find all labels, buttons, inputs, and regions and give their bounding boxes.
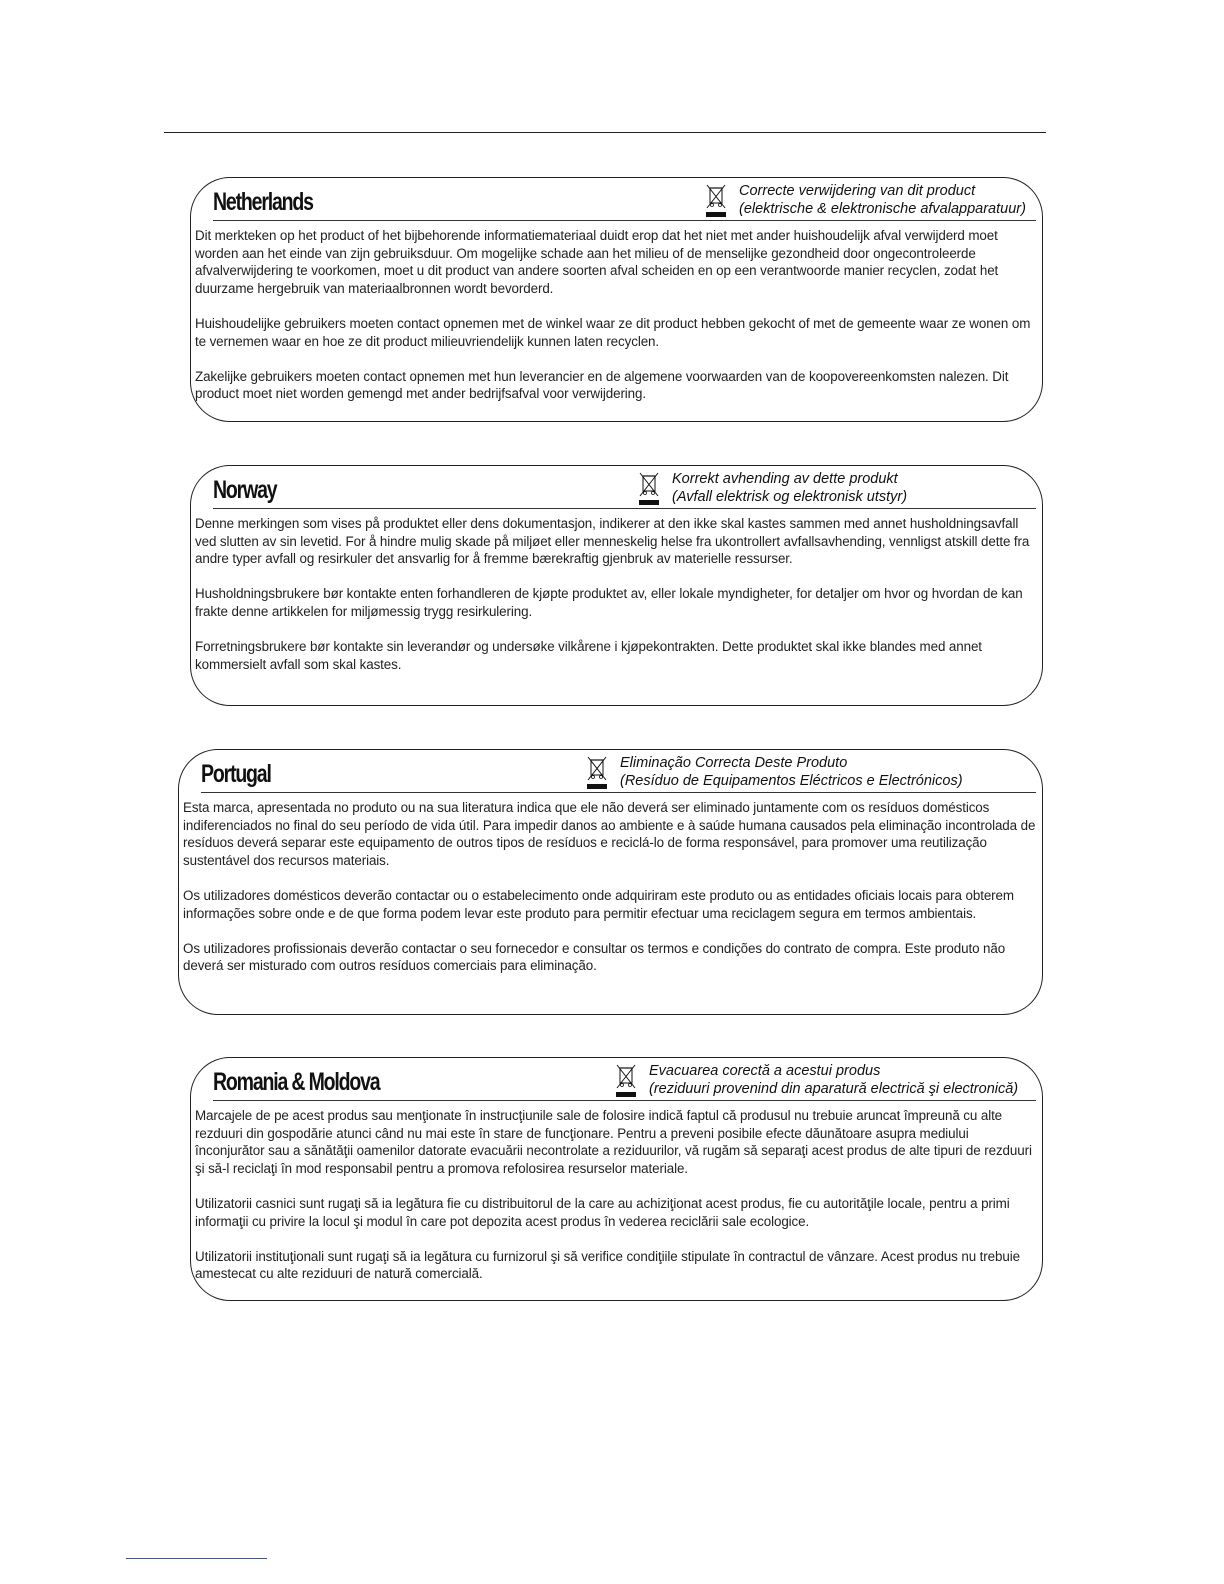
section-body — [195, 1107, 1040, 1301]
header-divider — [213, 220, 1036, 221]
country-title: Netherlands — [213, 188, 313, 216]
subtitle-line-1: Evacuarea corectă a acestui produs — [649, 1063, 881, 1079]
section-subtitle — [586, 754, 963, 790]
top-divider — [164, 132, 1046, 133]
subtitle-line-2: (Resíduo de Equipamentos Eléctricos e Electrónicos) — [620, 773, 963, 789]
paragraph: Utilizatorii instituţionali sunt rugaţi să ia legătura cu furnizorul şi să verifice condiţiile stipulate în contractul de vânzare. Acest produs nu trebuie amestecat cu alte reziduuri de natură comercială. — [195, 1248, 1020, 1282]
section-body — [195, 515, 1040, 691]
paragraph: Forretningsbrukere bør kontakte sin leverandør og undersøke vilkårene i kjøpekontrakten. Dette produktet skal ikke blandes med annet kommersielt avfall som skal kastes. — [195, 639, 982, 672]
section-netherlands — [190, 177, 1043, 422]
paragraph: Husholdningsbrukere bør kontakte enten forhandleren de kjøpte produktet av, eller lokale myndigheter, for detaljer om hvor og hvordan de kan frakte denne artikkelen for miljømessig trygg resirkulering. — [195, 586, 1023, 619]
subtitle-line-1: Korrekt avhending av dette produkt — [672, 471, 898, 487]
section-subtitle — [615, 1062, 1018, 1098]
section-body — [183, 799, 1040, 993]
subtitle-line-2: (elektrische & elektronische afvalapparatuur) — [739, 201, 1026, 217]
section-subtitle — [705, 182, 1026, 218]
paragraph: Os utilizadores domésticos deverão contactar ou o estabelecimento onde adquiriram este produto ou as entidades oficiais locais para obterem informações sobre onde e de que forma podem levar este produto para permitir efectuar uma reciclagem segura em termos ambientais. — [183, 887, 1014, 921]
paragraph: Utilizatorii casnici sunt rugaţi să ia legătura fie cu distribuitorul de la care au achiziţionat acest produs, fie cu autorităţile locale, pentru a primi informaţii cu privire la locul şi modul în care pot depozita acest produs în vederea reciclării sale ecologice. — [195, 1195, 1010, 1229]
paragraph: Denne merkingen som vises på produktet eller dens dokumentasjon, indikerer at den ikke skal kastes sammen med annet husholdningsavfall ved slutten av sin levetid. For å hindre mulig skade på miljøet eller menneskelig helse fra ukontrollert avfallsavhending, vennligst atskill dette fra andre typer avfall og resirkuler det ansvarlig for å fremme bærekraftig gjenbruk av materielle ressurser. — [195, 516, 1030, 567]
crossed-out-wheelie-bin-icon — [638, 472, 660, 506]
paragraph: Huishoudelijke gebruikers moeten contact opnemen met de winkel waar ze dit product hebben gekocht of met de gemeente waar ze wonen om te vernemen waar en hoe ze dit product milieuvriendelijk kunnen laten recyclen. — [195, 315, 1031, 349]
section-romania-moldova — [190, 1057, 1043, 1301]
subtitle-line-2: (Avfall elektrisk og elektronisk utstyr) — [672, 489, 908, 505]
subtitle-line-2: (reziduuri provenind din aparatură electrică şi electronică) — [649, 1081, 1019, 1097]
paragraph: Esta marca, apresentada no produto ou na sua literatura indica que ele não deverá ser eliminado juntamente com os resíduos domésticos indiferenciados no final do seu período de vida útil. Para impedir danos ao ambiente e à saúde humana causados pela eliminação incontrolada de resíduos deverá separar este equipamento de outros tipos de resíduos e reciclá-lo de forma responsável, para promover uma reutilização sustentável dos recursos materiais. — [183, 800, 1036, 868]
country-title: Norway — [213, 476, 277, 504]
crossed-out-wheelie-bin-icon — [705, 184, 727, 218]
header-divider — [201, 792, 1036, 793]
paragraph: Zakelijke gebruikers moeten contact opnemen met hun leverancier en de algemene voorwaarden van de koopovereenkomsten nalezen. Dit product moet niet worden gemengd met ander bedrijfsafval voor verwijdering. — [195, 368, 1009, 402]
header-divider — [213, 1100, 1036, 1101]
header-divider — [213, 508, 1036, 509]
section-body — [195, 227, 1040, 421]
section-portugal — [178, 749, 1043, 1015]
section-subtitle — [638, 470, 907, 506]
paragraph: Os utilizadores profissionais deverão contactar o seu fornecedor e consultar os termos e condições do contrato de compra. Este produto não deverá ser misturado com outros resíduos comerciais para eliminação. — [183, 940, 1006, 974]
country-title: Portugal — [201, 760, 271, 788]
paragraph: Dit merkteken op het product of het bijbehorende informatiemateriaal duidt erop dat het niet met ander huishoudelijk afval verwijderd moet worden aan het einde van zijn gebruiksduur. Om mogelijke schade aan het milieu of de menselijke gezondheid door ongecontroleerde afvalverwijdering te voorkomen, moet u dit product van andere soorten afval scheiden en op een verantwoorde manier recyclen, zodat het duurzame hergebruik van materiaalbronnen wordt bevorderd. — [195, 228, 999, 296]
subtitle-line-1: Correcte verwijdering van dit product — [739, 183, 976, 199]
footer-link-underline — [126, 1558, 267, 1559]
section-norway — [190, 465, 1043, 706]
paragraph: Marcajele de pe acest produs sau menţionate în instrucţiunile sale de folosire indică faptul că produsul nu trebuie aruncat împreună cu alte rezduuri din gospodărie atunci când nu mai este în stare de funcţionare. Pentru a preveni posibile efecte dăunătoare asupra mediului înconjurător sau a sănătăţii oamenilor datorate evacuării necontrolate a reziduurilor, vă rugăm să separaţi acest produs de alte tipuri de rezduuri şi să-l reciclaţi în mod responsabil pentru a promova refolosirea resurselor materiale. — [195, 1108, 1032, 1176]
crossed-out-wheelie-bin-icon — [586, 756, 608, 790]
crossed-out-wheelie-bin-icon — [615, 1064, 637, 1098]
country-title: Romania & Moldova — [213, 1068, 380, 1096]
subtitle-line-1: Eliminação Correcta Deste Produto — [620, 755, 848, 771]
